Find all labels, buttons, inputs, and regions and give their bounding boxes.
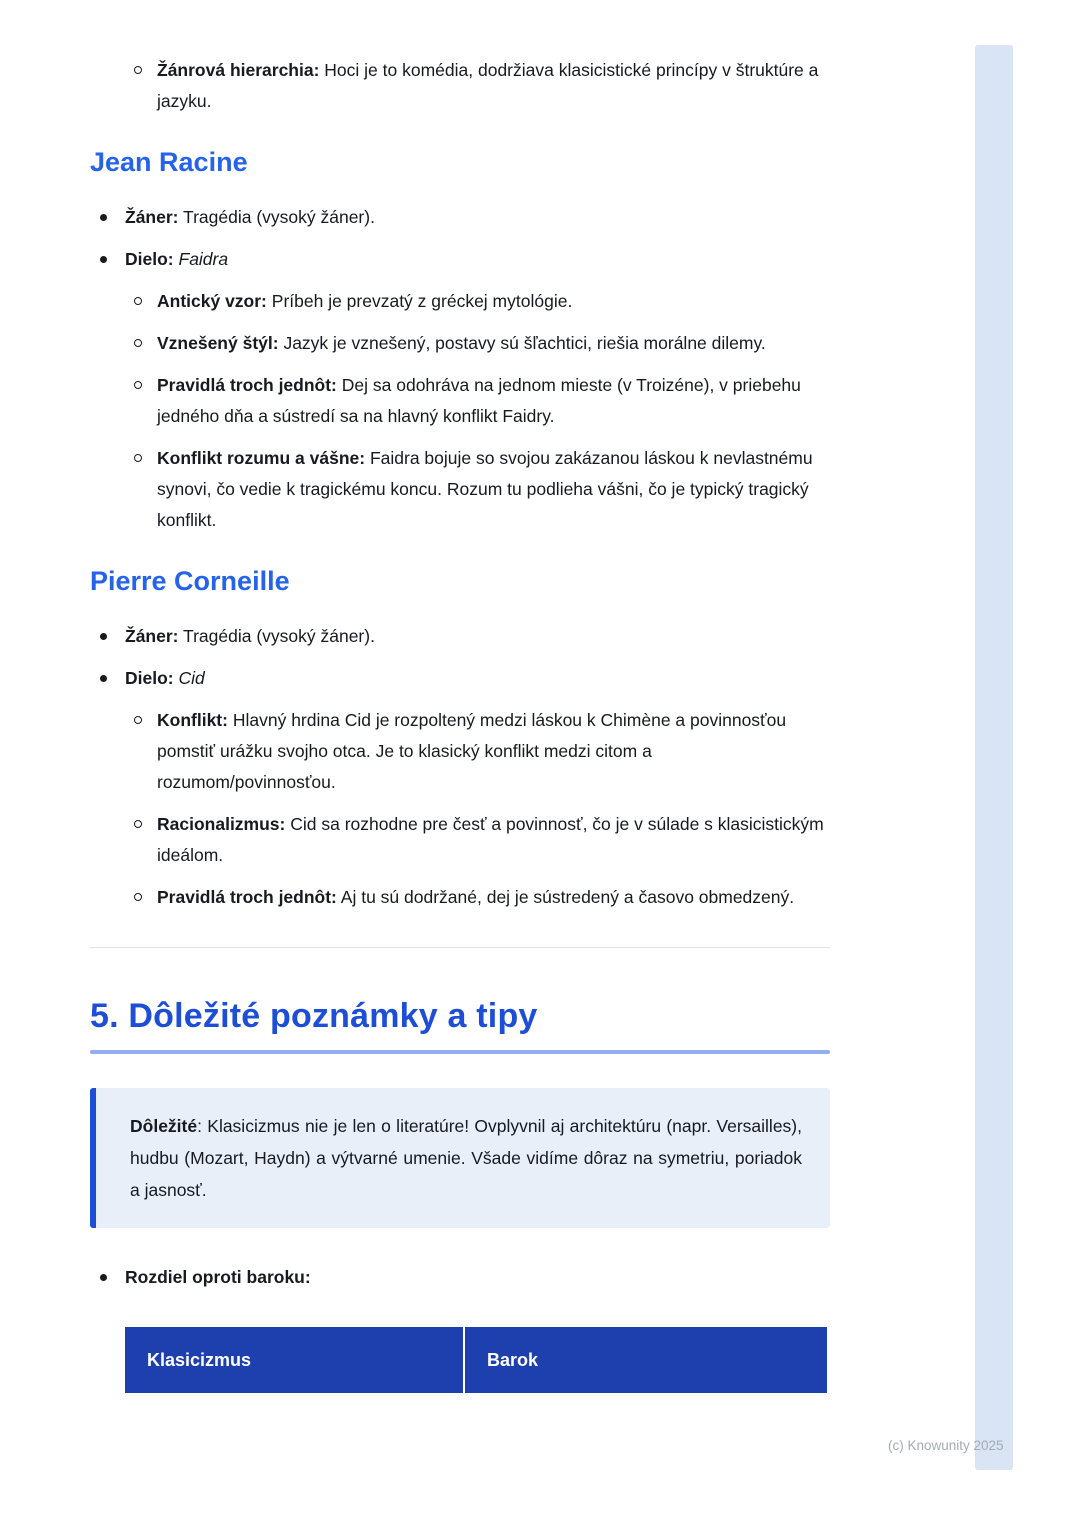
item-label: Racionalizmus:	[157, 814, 286, 834]
item-label: Žáner:	[125, 207, 179, 227]
list-item	[90, 621, 830, 652]
item-text: Hlavný hrdina Cid je rozpoltený medzi láskou k Chimène a povinnosťou pomstiť urážku svojho otca. Je to klasický konflikt medzi citom a rozumom/povinnosťou.	[157, 710, 787, 792]
item-paragraph	[125, 663, 830, 694]
callout-body: : Klasicizmus nie je len o literatúre! Ovplyvnil aj architektúru (napr. Versailles), hudbu (Mozart, Haydn) a výtvarné umenie. Všade vidíme dôraz na symetriu, poriadok a jasnosť.	[130, 1116, 802, 1200]
item-label: Pravidlá troch jednôt:	[157, 375, 337, 395]
item-text: Aj tu sú dodržané, dej je sústredený a časovo obmedzený.	[340, 887, 795, 907]
item-label: Dielo:	[125, 668, 174, 688]
table-header-barok: Barok	[465, 1327, 827, 1393]
page-title: 5. Dôležité poznámky a tipy	[90, 997, 538, 1035]
list-item	[90, 882, 830, 913]
scrollbar-track[interactable]	[975, 45, 1013, 1470]
list-item	[90, 809, 830, 871]
item-label: Vznešený štýl:	[157, 333, 279, 353]
list-item	[90, 244, 830, 275]
item-label: Dielo:	[125, 249, 174, 269]
item-label: Žánrová hierarchia:	[157, 60, 320, 80]
item-text: Tragédia (vysoký žáner).	[183, 626, 375, 646]
disc-bullet-marker	[100, 256, 107, 263]
circle-bullet-marker	[134, 716, 142, 724]
item-paragraph	[157, 705, 830, 798]
item-text: Faidra bojuje so svojou zakázanou láskou k nevlastnému synovi, čo vedie k tragickému koncu. Rozum tu podlieha vášni, čo je typický tragický konflikt.	[157, 448, 813, 530]
disc-bullet-marker	[100, 214, 107, 221]
table-header-klasicizmus: Klasicizmus	[125, 1327, 465, 1393]
item-paragraph	[157, 328, 830, 359]
item-paragraph	[157, 443, 830, 536]
item-paragraph	[157, 809, 830, 871]
item-label: Žáner:	[125, 626, 179, 646]
work-title: Faidra	[178, 249, 229, 269]
circle-bullet-marker	[134, 339, 142, 347]
disc-bullet-marker	[100, 1274, 107, 1281]
item-label: Pravidlá troch jednôt:	[157, 887, 337, 907]
item-text: Hoci je to komédia, dodržiava klasicistické princípy v štruktúre a jazyku.	[157, 60, 819, 111]
title-underline	[90, 1050, 830, 1054]
item-paragraph	[125, 202, 830, 233]
item-paragraph	[125, 1262, 830, 1293]
callout-important	[90, 1088, 830, 1228]
circle-bullet-marker	[134, 66, 142, 74]
list-item	[90, 55, 830, 117]
list-item	[90, 1262, 830, 1293]
section-divider	[90, 947, 830, 948]
watermark: (c) Knowunity 2025	[888, 1438, 1004, 1453]
callout-label: Dôležité	[130, 1116, 198, 1136]
list-item	[90, 328, 830, 359]
document-content	[90, 0, 830, 1393]
callout-text	[130, 1110, 802, 1206]
item-label: Konflikt rozumu a vášne:	[157, 448, 366, 468]
item-paragraph	[125, 621, 830, 652]
item-paragraph	[157, 55, 830, 117]
list-item	[90, 663, 830, 694]
work-title: Cid	[178, 668, 205, 688]
list-item	[90, 443, 830, 536]
table-header-row	[125, 1327, 827, 1393]
list-item	[90, 286, 830, 317]
item-label: Rozdiel oproti baroku:	[125, 1267, 311, 1287]
item-text: Príbeh je prevzatý z gréckej mytológie.	[271, 291, 573, 311]
disc-bullet-marker	[100, 633, 107, 640]
disc-bullet-marker	[100, 675, 107, 682]
item-paragraph	[157, 370, 830, 432]
list-item	[90, 370, 830, 432]
item-paragraph	[157, 882, 830, 913]
comparison-table	[125, 1327, 827, 1393]
circle-bullet-marker	[134, 454, 142, 462]
item-text: Tragédia (vysoký žáner).	[183, 207, 375, 227]
item-text: Dej sa odohráva na jednom mieste (v Troizéne), v priebehu jedného dňa a sústredí sa na hlavný konflikt Faidry.	[157, 375, 801, 426]
circle-bullet-marker	[134, 820, 142, 828]
section-heading-jean-racine: Jean Racine	[90, 147, 248, 177]
item-text: Jazyk je vznešený, postavy sú šľachtici, riešia morálne dilemy.	[283, 333, 766, 353]
circle-bullet-marker	[134, 381, 142, 389]
list-item	[90, 705, 830, 798]
circle-bullet-marker	[134, 297, 142, 305]
circle-bullet-marker	[134, 893, 142, 901]
item-paragraph	[157, 286, 830, 317]
item-label: Antický vzor:	[157, 291, 267, 311]
section-heading-pierre-corneille: Pierre Corneille	[90, 566, 290, 596]
item-paragraph	[125, 244, 830, 275]
item-text: Cid sa rozhodne pre česť a povinnosť, čo je v súlade s klasicistickým ideálom.	[157, 814, 824, 865]
list-item	[90, 202, 830, 233]
item-label: Konflikt:	[157, 710, 228, 730]
